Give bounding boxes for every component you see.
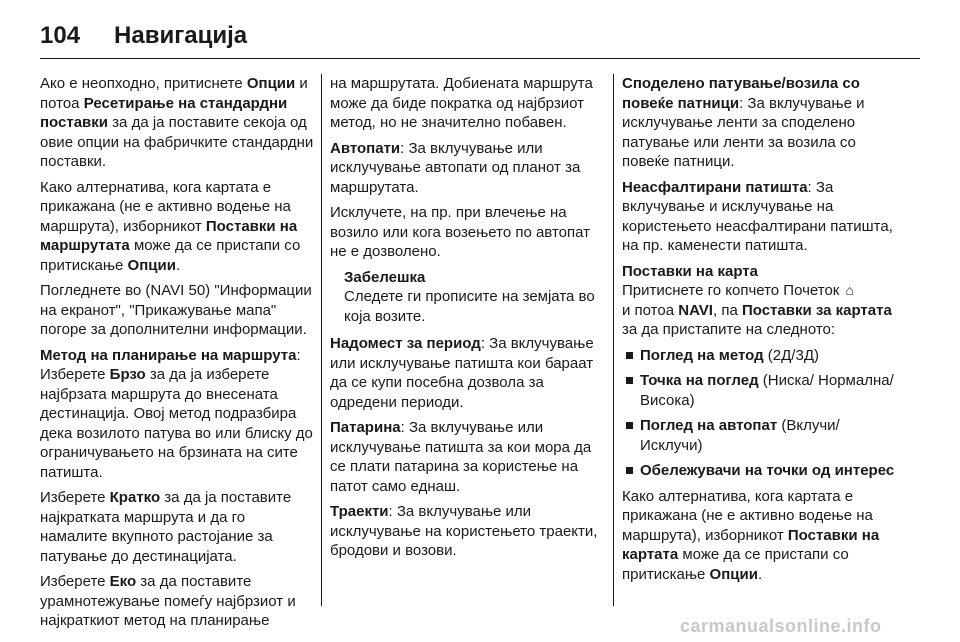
paragraph-exclude-example: Исклучете, на пр. при влечење на возило или кога возењето по автопат не е дозволено. [330, 204, 590, 260]
paragraph-alternative-route-settings: Како алтернатива, кога картата е прикажана (не е активно водење на маршрута), изборникот Поставки на маршрутата може да се пристапи со притискање Опции. [40, 178, 301, 274]
paragraph-map-settings: Поставки на карта Притиснете го копчето Почеток ⌂ и потоа NAVI, па Поставки за картата за да пристапите на следното: [622, 262, 898, 340]
paragraph-alternative-map-settings: Како алтернатива, кога картата е прикажана (не е активно водење на маршрута), изборникот Поставки на картата може да се пристапи со притискање Опции. [622, 487, 880, 583]
note-title: Забелешка [344, 268, 426, 286]
paragraph-eco-continued: на маршрутата. Добиената маршрута може да биде пократка од најбрзиот метод, но не значително побавен. [330, 75, 593, 131]
watermark: carmanualsonline.info [680, 616, 882, 636]
column-2 [330, 74, 606, 567]
column-1 [40, 74, 316, 637]
section-title-map-settings: Поставки на карта [622, 262, 758, 280]
paragraph-route-planning-method: Метод на планирање на маршрута: Изберете Брзо за да ја изберете најбрзата маршрута до внесената дестинација. Овој метод подразбира дека возилото патува во или блиску до ограничувањето на брзината на сите патишта. [40, 346, 313, 481]
page-header [40, 14, 920, 58]
column-divider-2 [613, 74, 614, 606]
list-item: Поглед на метод (2Д/3Д) [622, 346, 898, 366]
list-item: Поглед на автопат (Вклучи/ Исклучи) [622, 416, 898, 455]
paragraph-reset-defaults: Ако е неопходно, притиснете Опции и потоа Ресетирање на стандардни поставки за да ја поставите секоја од овие опции на фабричките стандардни поставки. [40, 75, 314, 170]
column-3 [622, 74, 898, 590]
paragraph-eco-method: Изберете Еко за да поставите урамнотежување помеѓу најбрзиот и најкраткиот метод на планирање [40, 573, 296, 629]
header-divider [40, 58, 920, 59]
paragraph-ferries: Траекти: За вклучување или исклучување на користењето траекти, бродови и возови. [330, 503, 598, 559]
list-item: Точка на поглед (Ниска/ Нормална/Висока) [622, 371, 898, 410]
paragraph-toll: Патарина: За вклучување или исклучување патишта за кои мора да се плати патарина за користење на патот само еднаш. [330, 419, 592, 495]
paragraph-see-also: Погледнете во (NAVI 50) "Информации на екранот", "Прикажување мапа" погоре за дополнителни информации. [40, 282, 312, 338]
note-text: Следете ги прописите на земјата во која возите. [344, 288, 595, 325]
page-title: Навигација [114, 22, 248, 49]
list-item: Обележувачи на точки од интерес [622, 461, 898, 481]
home-icon: ⌂ [845, 282, 855, 298]
paragraph-unpaved: Неасфалтирани патишта: За вклучување и исклучување на користењето неасфалтирани патишта, на пр. каменести патишта. [622, 178, 893, 254]
page-number: 104 [40, 22, 81, 49]
paragraph-carpool: Споделено патување/возила со повеќе патници: За вклучување и исклучување ленти за споделено патување или ленти за возила со повеќе патници. [622, 75, 865, 170]
map-settings-list [622, 346, 898, 481]
paragraph-period-fee: Надомест за период: За вклучување или исклучување патишта кои бараат да се купи посебна дозвола за одредени периоди. [330, 335, 594, 411]
paragraph-motorways: Автопати: За вклучување или исклучување автопати од планот за маршрутата. [330, 139, 581, 196]
column-divider-1 [321, 74, 322, 606]
paragraph-short-method: Изберете Кратко за да ја поставите најкратката маршрута и да го намалите вкупното растојание за патување до дестинацијата. [40, 489, 292, 565]
note-box [344, 268, 606, 327]
